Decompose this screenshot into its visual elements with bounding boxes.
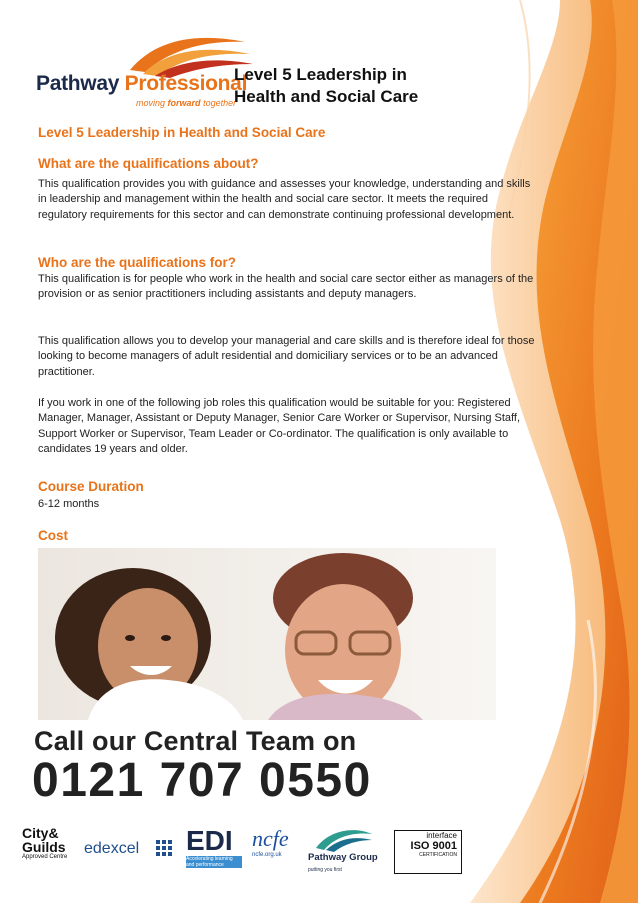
tagline-together: together: [203, 98, 237, 108]
ncfe-wordmark: ncfe: [252, 826, 289, 851]
logo-tagline: [136, 98, 236, 108]
header-title-line1: Level 5 Leadership in: [234, 65, 407, 84]
for-paragraph-2: This qualification allows you to develop your managerial and care skills and is therefore ideal for those looking to become managers of adult residential and domiciliary services or to be an advanced practitioner.: [38, 335, 535, 378]
edexcel-dots-icon: [156, 840, 178, 858]
city-guilds-sub: Approved Centre: [22, 854, 68, 860]
cost-heading: Cost: [38, 528, 68, 543]
cta-call-line: Call our Central Team on: [34, 726, 357, 756]
carer-and-resident-photo: [38, 548, 496, 720]
logo-word-professional: Professional: [124, 72, 248, 95]
document-heading: Level 5 Leadership in Health and Social Care: [38, 125, 326, 140]
edi-logo: [186, 826, 248, 876]
about-paragraph: This qualification provides you with guidance and assesses your knowledge, understanding and skills in leadership and management within the health and social care sector. It meets the required regulatory requirements for this sector and can demonstrate continuing professional development.: [38, 178, 531, 221]
logo-word-pathway: Pathway: [36, 72, 120, 95]
ncfe-logo: [252, 826, 302, 876]
header-title-line2: Health and Social Care: [234, 87, 419, 106]
for-paragraph-3: If you work in one of the following job roles this qualification would be suitable for you: Registered Manager, Manager, Assistant or Deputy Manager, Senior Care Worker or Supervisor, Nursing Staff, Support Worker or Supervisor, Team Leader or Co-ordinator. The qualification is only available to candidates 19 years and older.: [38, 397, 520, 455]
logo-wordmark: [36, 72, 247, 96]
duration-value: 6-12 months: [38, 498, 100, 510]
ncfe-url: ncfe.org.uk: [252, 852, 282, 858]
pathway-group-logo: [306, 826, 384, 876]
iso-sub: CERTIFICATION: [419, 852, 457, 858]
duration-heading: Course Duration: [38, 479, 144, 494]
pathway-professional-logo: [30, 30, 248, 110]
pathway-group-name: [308, 852, 378, 874]
city-guilds-line2: Guilds: [22, 839, 66, 855]
edi-wordmark: EDI: [186, 825, 233, 856]
city-guilds-line1: City&: [22, 825, 59, 841]
pathway-group-label: Pathway Group: [308, 852, 378, 863]
iso-9001-badge: [394, 830, 462, 874]
for-paragraph-1: This qualification is for people who work in the health and social care sector either as managers of the provision or as senior practitioners including assistants and deputy managers.: [38, 273, 534, 301]
edexcel-logo: edexcel: [84, 840, 140, 857]
cta-phone-number[interactable]: 0121 707 0550: [32, 754, 372, 807]
pathway-group-swoosh-icon: [314, 826, 374, 852]
about-heading: What are the qualifications about?: [38, 156, 259, 171]
tagline-forward: forward: [167, 98, 201, 108]
iso-brand: interface: [426, 831, 457, 840]
tagline-moving: moving: [136, 98, 166, 108]
for-heading: Who are the qualifications for?: [38, 255, 237, 270]
city-guilds-logo: [22, 826, 76, 878]
pathway-group-tagline: putting you first: [308, 867, 342, 873]
edi-sub: Accelerating learning and performance: [186, 856, 242, 868]
iso-main: ISO 9001: [410, 840, 457, 852]
header-title: [234, 64, 494, 108]
partner-logos: [0, 820, 638, 880]
photo-illustration: [38, 548, 496, 720]
